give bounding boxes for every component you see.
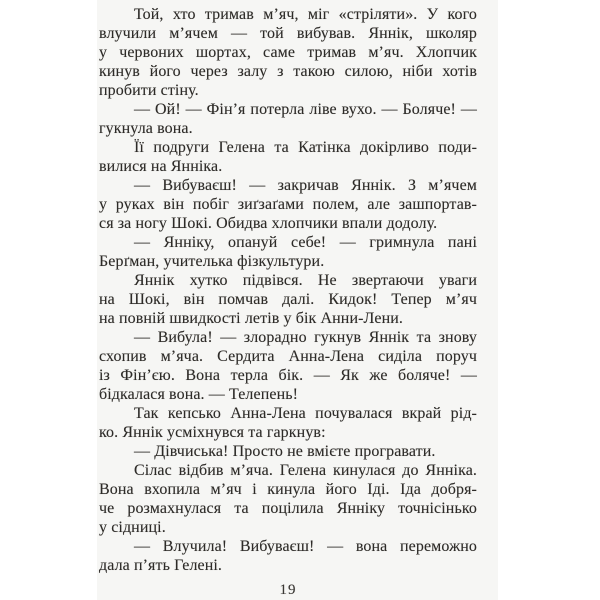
text-line: гукнула вона. (99, 120, 193, 137)
text-line: ко. Яннік усміхнувся та гаркнув: (99, 424, 326, 441)
text-line: Яннік хутко підвівся. Не звертаючи уваги (134, 272, 477, 289)
text-line: у руках він побіг зиґзаґами полем, але зашпортав- (99, 196, 477, 213)
text-line: Її подруги Гелена та Катінка докірливо поди- (134, 139, 477, 156)
text-line: — Ой! — Фін’я потерла ліве вухо. — Боляче! — (134, 101, 477, 118)
text-line: Вона вхопила м’яч і кинула його Іді. Іда добря- (99, 481, 477, 498)
text-line: на повній швидкості летів у бік Анни-Лени. (99, 310, 404, 327)
text-line: Так кепсько Анна-Лена почувалася вкрай рід- (134, 405, 477, 422)
page-number: 19 (279, 582, 297, 598)
text-line: із Фін’єю. Вона терла бік. — Як же боляче! — (99, 367, 477, 384)
text-line: Берґман, учителька фізкультури. (99, 253, 325, 270)
text-line: — Вибула! — злорадно гукнув Яннік та знову (134, 329, 477, 346)
text-line: на Шокі, він помчав далі. Кидок! Тепер м’яч (99, 291, 477, 308)
text-line: — Дівчиська! Просто не вмієте програвати. (134, 443, 436, 460)
text-line: — Вибуваєш! — закричав Яннік. З м’ячем (134, 177, 477, 194)
text-line: у сідниці. (99, 519, 166, 536)
text-line: у червоних шортах, саме тримав м’яч. Хлопчик (99, 44, 477, 61)
text-line: кинув його через залу з такою силою, ніби хотів (99, 63, 477, 80)
text-line: дала п’ять Гелені. (99, 557, 223, 574)
text-line: Сілас відбив м’яча. Гелена кинулася до Янніка. (134, 462, 477, 479)
text-line: пробити стіну. (99, 82, 199, 99)
text-line: влучили м’ячем — той вибував. Яннік, школяр (99, 25, 477, 42)
text-line: вилися на Янніка. (99, 158, 223, 175)
text-line: бідкалася вона. — Телепень! (99, 386, 299, 403)
text-line: схопив м’яча. Сердита Анна-Лена сиділа поруч (99, 348, 477, 365)
text-line: ся за ногу Шокі. Обидва хлопчики впали додолу. (99, 215, 438, 232)
text-line: че розмахнулася та поцілила Янніку точнісінько (99, 500, 477, 517)
text-line: — Влучила! Вибуваєш! — вона переможно (134, 538, 477, 555)
text-line: Той, хто тримав м’яч, міг «стріляти». У кого (134, 6, 477, 23)
text-line: — Янніку, опануй себе! — гримнула пані (134, 234, 477, 251)
text-column (99, 5, 477, 600)
